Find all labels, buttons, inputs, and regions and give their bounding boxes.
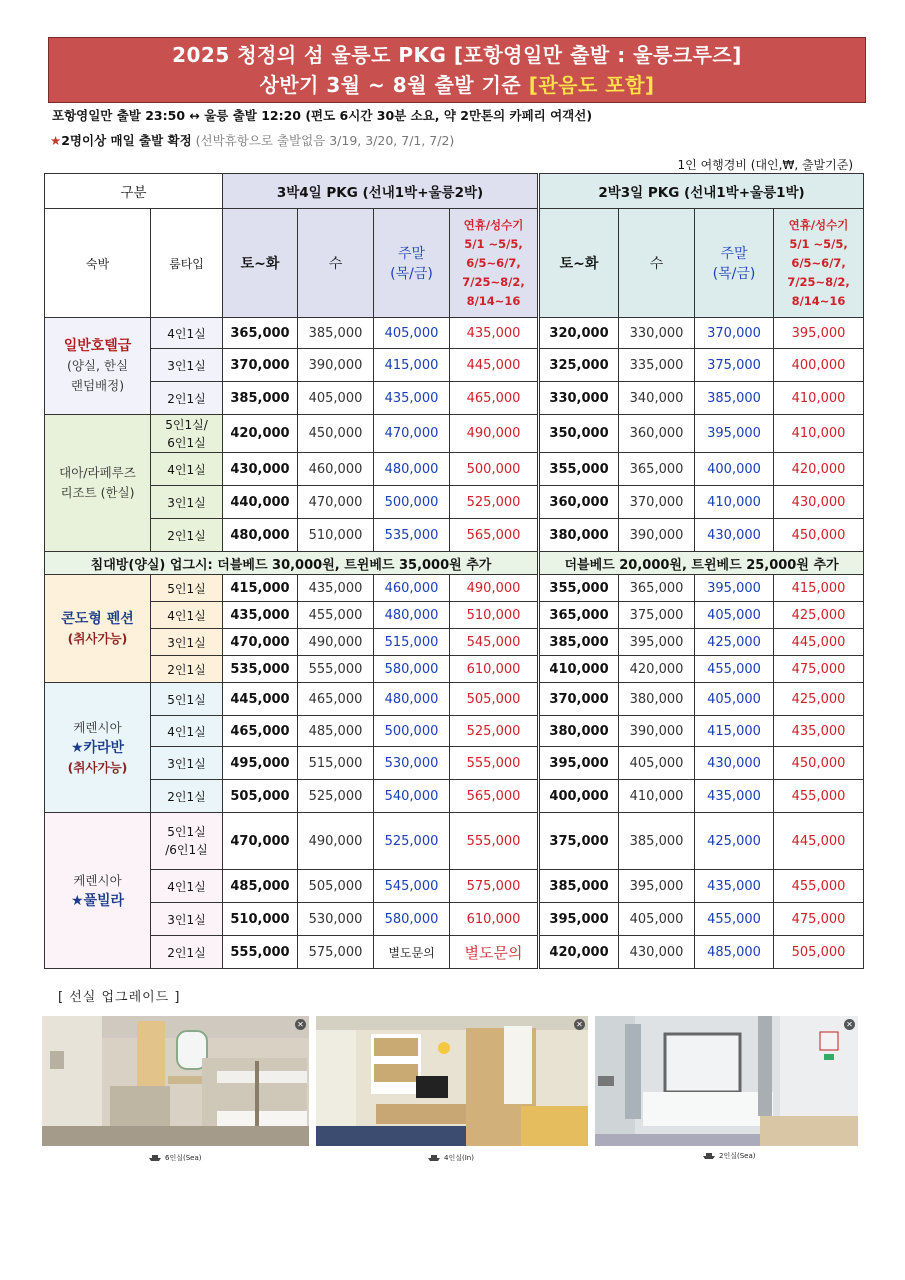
price-2n3d-weekend: 415,000 <box>695 716 774 747</box>
price-2n3d-wed: 390,000 <box>619 519 695 552</box>
price-3n4d-holiday: 545,000 <box>450 629 539 656</box>
accommodation-name-l2: 리조트 (한실) <box>60 485 135 500</box>
price-3n4d-wed: 405,000 <box>298 382 374 415</box>
header-2n3d-holiday-l3: 7/25~8/2, <box>787 274 850 289</box>
price-3n4d-weekend: 500,000 <box>374 716 450 747</box>
price-2n3d-sat-tue: 355,000 <box>539 453 619 486</box>
price-3n4d-wed: 465,000 <box>298 683 374 716</box>
price-2n3d-sat-tue: 400,000 <box>539 780 619 813</box>
cabin-2person-image <box>595 1016 858 1146</box>
price-2n3d-wed: 360,000 <box>619 415 695 453</box>
price-3n4d-holiday: 555,000 <box>450 813 539 870</box>
price-2n3d-wed: 405,000 <box>619 747 695 780</box>
price-3n4d-weekend: 525,000 <box>374 813 450 870</box>
room-type: 3인1실 <box>151 629 223 656</box>
header-3n4d-holiday-l3: 7/25~8/2, <box>462 274 525 289</box>
caption-text: 4인실(In) <box>444 1154 474 1162</box>
price-3n4d-holiday: 505,000 <box>450 683 539 716</box>
close-icon[interactable]: ✕ <box>574 1019 585 1030</box>
accommodation-name-l2: ★풀빌라 <box>70 892 125 909</box>
room-type-l2: 6인1실 <box>167 435 206 450</box>
price-2n3d-sat-tue: 420,000 <box>539 936 619 969</box>
accommodation-name-l1: 케렌시아 <box>73 872 122 888</box>
cabin-photo-4person <box>316 1016 588 1146</box>
room-type: 2인1실 <box>151 519 223 552</box>
price-3n4d-wed: 490,000 <box>298 813 374 870</box>
price-3n4d-holiday: 별도문의 <box>450 936 539 969</box>
price-3n4d-weekend: 500,000 <box>374 486 450 519</box>
cabin-4person-image <box>316 1016 588 1146</box>
price-2n3d-holiday: 400,000 <box>774 349 864 382</box>
price-2n3d-holiday: 425,000 <box>774 602 864 629</box>
accommodation-name <box>45 318 151 415</box>
price-3n4d-wed: 525,000 <box>298 780 374 813</box>
room-type: 2인1실 <box>151 656 223 683</box>
table-row <box>45 716 864 747</box>
cabin-photo-2person <box>595 1016 858 1146</box>
room-type: 2인1실 <box>151 936 223 969</box>
accommodation-name-l3: (취사가능) <box>67 759 128 775</box>
price-2n3d-holiday: 430,000 <box>774 486 864 519</box>
upgrade-note-2n3d: 더블베드 20,000원, 트윈베드 25,000원 추가 <box>539 552 864 575</box>
header-3n4d-weekend-l1: 주말 <box>397 246 426 262</box>
cabin-6person-image <box>42 1016 309 1146</box>
price-3n4d-wed: 575,000 <box>298 936 374 969</box>
table-row <box>45 747 864 780</box>
price-2n3d-sat-tue: 320,000 <box>539 318 619 349</box>
price-3n4d-sat-tue: 415,000 <box>223 575 298 602</box>
accommodation-name <box>45 683 151 813</box>
price-2n3d-wed: 420,000 <box>619 656 695 683</box>
price-2n3d-holiday: 455,000 <box>774 870 864 903</box>
header-category: 구분 <box>45 174 223 209</box>
header-2n3d-sat-tue: 토~화 <box>539 209 619 318</box>
price-2n3d-sat-tue: 395,000 <box>539 747 619 780</box>
title-line2 <box>49 70 865 100</box>
price-2n3d-wed: 390,000 <box>619 716 695 747</box>
accommodation-name <box>45 813 151 969</box>
price-2n3d-sat-tue: 410,000 <box>539 656 619 683</box>
price-2n3d-sat-tue: 325,000 <box>539 349 619 382</box>
price-3n4d-weekend: 480,000 <box>374 453 450 486</box>
price-2n3d-sat-tue: 385,000 <box>539 870 619 903</box>
table-row <box>45 486 864 519</box>
header-3n4d-sat-tue: 토~화 <box>223 209 298 318</box>
price-3n4d-weekend: 480,000 <box>374 602 450 629</box>
price-3n4d-holiday: 555,000 <box>450 747 539 780</box>
price-3n4d-holiday: 500,000 <box>450 453 539 486</box>
price-3n4d-holiday: 525,000 <box>450 486 539 519</box>
price-2n3d-sat-tue: 385,000 <box>539 629 619 656</box>
price-2n3d-holiday: 445,000 <box>774 813 864 870</box>
price-3n4d-wed: 390,000 <box>298 349 374 382</box>
price-2n3d-holiday: 425,000 <box>774 683 864 716</box>
title-line1: 2025 청정의 섬 울릉도 PKG [포항영일만 출발 : 울릉크루즈] <box>172 43 742 67</box>
price-3n4d-holiday: 610,000 <box>450 656 539 683</box>
price-3n4d-wed: 530,000 <box>298 903 374 936</box>
table-row <box>45 453 864 486</box>
price-2n3d-weekend: 410,000 <box>695 486 774 519</box>
accommodation-name-l1: 콘도형 펜션 <box>61 610 134 627</box>
room-type: 5인1실 <box>151 683 223 716</box>
room-type: 4인1실 <box>151 318 223 349</box>
price-2n3d-wed: 430,000 <box>619 936 695 969</box>
price-2n3d-weekend: 370,000 <box>695 318 774 349</box>
price-2n3d-sat-tue: 365,000 <box>539 602 619 629</box>
accommodation-name-l1: 케렌시아 <box>73 719 122 735</box>
room-type: 4인1실 <box>151 716 223 747</box>
price-2n3d-wed: 340,000 <box>619 382 695 415</box>
table-row <box>45 903 864 936</box>
table-row <box>45 683 864 716</box>
table-row <box>45 656 864 683</box>
caption-text: 2인실(Sea) <box>719 1152 756 1160</box>
price-3n4d-weekend: 535,000 <box>374 519 450 552</box>
header-2n3d-holiday-l0: 연휴/성수기 <box>788 217 849 232</box>
price-3n4d-sat-tue: 535,000 <box>223 656 298 683</box>
price-3n4d-wed: 510,000 <box>298 519 374 552</box>
table-row <box>45 870 864 903</box>
price-3n4d-wed: 515,000 <box>298 747 374 780</box>
price-2n3d-wed: 380,000 <box>619 683 695 716</box>
room-type: 4인1실 <box>151 870 223 903</box>
room-type-l1: 5인1실/ <box>165 417 208 432</box>
price-3n4d-sat-tue: 365,000 <box>223 318 298 349</box>
price-3n4d-weekend: 415,000 <box>374 349 450 382</box>
route-info: 포항영일만 출발 23:50 ↔ 울릉 출발 12:20 (편도 6시간 30분 소요, 약 2만톤의 카페리 여객선) <box>52 108 593 123</box>
price-3n4d-weekend: 460,000 <box>374 575 450 602</box>
price-3n4d-wed: 490,000 <box>298 629 374 656</box>
price-2n3d-wed: 385,000 <box>619 813 695 870</box>
price-2n3d-holiday: 415,000 <box>774 575 864 602</box>
price-3n4d-sat-tue: 480,000 <box>223 519 298 552</box>
price-3n4d-holiday: 610,000 <box>450 903 539 936</box>
price-3n4d-wed: 485,000 <box>298 716 374 747</box>
price-3n4d-weekend: 480,000 <box>374 683 450 716</box>
cabin-photo-6person <box>42 1016 309 1146</box>
departure-bold: 2명이상 매일 출발 확정 <box>61 133 192 148</box>
table-row <box>45 780 864 813</box>
price-2n3d-sat-tue: 375,000 <box>539 813 619 870</box>
room-type: 3인1실 <box>151 349 223 382</box>
price-2n3d-holiday: 455,000 <box>774 780 864 813</box>
header-3n4d-wed: 수 <box>298 209 374 318</box>
price-2n3d-holiday: 420,000 <box>774 453 864 486</box>
room-type <box>151 813 223 870</box>
price-3n4d-sat-tue: 420,000 <box>223 415 298 453</box>
price-2n3d-holiday: 450,000 <box>774 519 864 552</box>
price-3n4d-sat-tue: 370,000 <box>223 349 298 382</box>
accommodation-name-l2: ★카라반 <box>70 739 125 756</box>
price-2n3d-holiday: 435,000 <box>774 716 864 747</box>
price-2n3d-holiday: 395,000 <box>774 318 864 349</box>
table-row <box>45 349 864 382</box>
price-3n4d-holiday: 510,000 <box>450 602 539 629</box>
accommodation-name-l2: (취사가능) <box>67 630 128 646</box>
price-3n4d-sat-tue: 470,000 <box>223 813 298 870</box>
departure-note: (선박휴항으로 출발없음 3/19, 3/20, 7/1, 7/2) <box>191 133 455 148</box>
title-highlight: [관음도 포함] <box>528 73 655 97</box>
close-icon[interactable]: ✕ <box>295 1019 306 1030</box>
header-2n3d-wed: 수 <box>619 209 695 318</box>
accommodation-name-l1: 대아/라페루즈 <box>59 465 136 480</box>
table-row <box>45 813 864 870</box>
price-2n3d-holiday: 445,000 <box>774 629 864 656</box>
price-2n3d-holiday: 410,000 <box>774 415 864 453</box>
accommodation-name-l2: (양실, 한실 <box>66 358 129 373</box>
price-2n3d-weekend: 455,000 <box>695 903 774 936</box>
accommodation-name-l1: 일반호텔급 <box>63 338 132 354</box>
price-2n3d-sat-tue: 330,000 <box>539 382 619 415</box>
price-3n4d-holiday: 465,000 <box>450 382 539 415</box>
price-2n3d-sat-tue: 355,000 <box>539 575 619 602</box>
header-2n3d-holiday-l2: 6/5~6/7, <box>791 255 846 270</box>
price-2n3d-wed: 365,000 <box>619 453 695 486</box>
room-type <box>151 415 223 453</box>
price-3n4d-sat-tue: 510,000 <box>223 903 298 936</box>
accommodation-name <box>45 575 151 683</box>
price-2n3d-weekend: 385,000 <box>695 382 774 415</box>
header-pkg-2n3d: 2박3일 PKG (선내1박+울릉1박) <box>539 174 864 209</box>
star-icon: ★ <box>50 133 62 148</box>
table-row <box>45 602 864 629</box>
table-row <box>45 936 864 969</box>
price-2n3d-weekend: 395,000 <box>695 575 774 602</box>
header-2n3d-holiday-l1: 5/1 ~5/5, <box>789 236 848 251</box>
room-type: 4인1실 <box>151 602 223 629</box>
caption-2person <box>702 1151 755 1161</box>
room-type: 3인1실 <box>151 903 223 936</box>
price-3n4d-sat-tue: 505,000 <box>223 780 298 813</box>
header-2n3d-weekend-l2: (목/금) <box>712 266 756 282</box>
price-3n4d-holiday: 565,000 <box>450 519 539 552</box>
caption-text: 6인실(Sea) <box>165 1154 202 1162</box>
header-3n4d-weekend-l2: (목/금) <box>390 266 433 282</box>
price-2n3d-wed: 395,000 <box>619 629 695 656</box>
header-room-type: 룸타입 <box>151 209 223 318</box>
price-2n3d-weekend: 400,000 <box>695 453 774 486</box>
price-3n4d-weekend: 515,000 <box>374 629 450 656</box>
upgrade-note-3n4d: 침대방(양실) 업그시: 더블베드 30,000원, 트윈베드 35,000원 추가 <box>45 552 539 575</box>
price-3n4d-wed: 555,000 <box>298 656 374 683</box>
header-2n3d-weekend <box>695 209 774 318</box>
price-3n4d-weekend: 580,000 <box>374 656 450 683</box>
price-2n3d-wed: 410,000 <box>619 780 695 813</box>
caption-4person <box>427 1153 474 1163</box>
price-3n4d-sat-tue: 485,000 <box>223 870 298 903</box>
room-type-l1: 5인1실 <box>167 825 206 839</box>
price-3n4d-weekend: 470,000 <box>374 415 450 453</box>
price-2n3d-wed: 405,000 <box>619 903 695 936</box>
price-3n4d-sat-tue: 495,000 <box>223 747 298 780</box>
room-type: 5인1실 <box>151 575 223 602</box>
price-3n4d-wed: 505,000 <box>298 870 374 903</box>
price-3n4d-weekend: 405,000 <box>374 318 450 349</box>
cabin-upgrade-title: [ 선실 업그레이드 ] <box>58 990 181 1005</box>
price-2n3d-sat-tue: 350,000 <box>539 415 619 453</box>
price-2n3d-weekend: 405,000 <box>695 683 774 716</box>
header-2n3d-holiday <box>774 209 864 318</box>
price-3n4d-holiday: 445,000 <box>450 349 539 382</box>
price-2n3d-weekend: 430,000 <box>695 747 774 780</box>
table-row <box>45 519 864 552</box>
price-2n3d-weekend: 455,000 <box>695 656 774 683</box>
table-row <box>45 415 864 453</box>
title-banner <box>48 37 866 103</box>
price-2n3d-holiday: 475,000 <box>774 903 864 936</box>
price-3n4d-sat-tue: 465,000 <box>223 716 298 747</box>
header-3n4d-holiday-l4: 8/14~16 <box>466 293 521 308</box>
price-2n3d-wed: 395,000 <box>619 870 695 903</box>
price-2n3d-holiday: 505,000 <box>774 936 864 969</box>
price-3n4d-wed: 460,000 <box>298 453 374 486</box>
price-2n3d-wed: 370,000 <box>619 486 695 519</box>
price-3n4d-sat-tue: 385,000 <box>223 382 298 415</box>
price-3n4d-sat-tue: 440,000 <box>223 486 298 519</box>
price-2n3d-sat-tue: 360,000 <box>539 486 619 519</box>
price-2n3d-holiday: 475,000 <box>774 656 864 683</box>
price-3n4d-weekend: 530,000 <box>374 747 450 780</box>
price-2n3d-weekend: 435,000 <box>695 780 774 813</box>
price-2n3d-weekend: 430,000 <box>695 519 774 552</box>
price-3n4d-weekend: 별도문의 <box>374 936 450 969</box>
price-3n4d-holiday: 490,000 <box>450 415 539 453</box>
ship-icon <box>702 1153 716 1160</box>
price-3n4d-holiday: 525,000 <box>450 716 539 747</box>
price-2n3d-sat-tue: 370,000 <box>539 683 619 716</box>
price-2n3d-wed: 330,000 <box>619 318 695 349</box>
price-2n3d-sat-tue: 380,000 <box>539 519 619 552</box>
price-3n4d-weekend: 435,000 <box>374 382 450 415</box>
table-row <box>45 382 864 415</box>
price-table <box>44 173 864 969</box>
price-3n4d-holiday: 565,000 <box>450 780 539 813</box>
room-type-l2: /6인1실 <box>165 843 208 857</box>
price-3n4d-wed: 450,000 <box>298 415 374 453</box>
close-icon[interactable]: ✕ <box>844 1019 855 1030</box>
price-2n3d-weekend: 405,000 <box>695 602 774 629</box>
table-row <box>45 575 864 602</box>
price-3n4d-holiday: 575,000 <box>450 870 539 903</box>
price-2n3d-wed: 375,000 <box>619 602 695 629</box>
price-3n4d-weekend: 545,000 <box>374 870 450 903</box>
room-type: 2인1실 <box>151 382 223 415</box>
header-3n4d-holiday-l2: 6/5~6/7, <box>466 255 521 270</box>
header-3n4d-holiday-l1: 5/1 ~5/5, <box>464 236 523 251</box>
price-2n3d-sat-tue: 395,000 <box>539 903 619 936</box>
price-note: 1인 여행경비 (대인,₩, 출발기준) <box>677 158 853 172</box>
ship-icon <box>427 1155 441 1162</box>
price-2n3d-weekend: 425,000 <box>695 813 774 870</box>
price-2n3d-weekend: 395,000 <box>695 415 774 453</box>
price-3n4d-holiday: 435,000 <box>450 318 539 349</box>
price-2n3d-weekend: 435,000 <box>695 870 774 903</box>
price-3n4d-wed: 435,000 <box>298 575 374 602</box>
header-3n4d-holiday-l0: 연휴/성수기 <box>463 217 524 232</box>
header-pkg-3n4d: 3박4일 PKG (선내1박+울릉2박) <box>223 174 539 209</box>
room-type: 2인1실 <box>151 780 223 813</box>
header-2n3d-holiday-l4: 8/14~16 <box>791 293 846 308</box>
price-2n3d-holiday: 410,000 <box>774 382 864 415</box>
price-3n4d-weekend: 580,000 <box>374 903 450 936</box>
price-3n4d-wed: 385,000 <box>298 318 374 349</box>
departure-info <box>50 131 454 149</box>
price-2n3d-weekend: 425,000 <box>695 629 774 656</box>
room-type: 4인1실 <box>151 453 223 486</box>
price-3n4d-weekend: 540,000 <box>374 780 450 813</box>
accommodation-name <box>45 415 151 552</box>
table-row <box>45 629 864 656</box>
accommodation-name-l3: 랜덤배정) <box>70 378 125 393</box>
price-3n4d-sat-tue: 555,000 <box>223 936 298 969</box>
price-3n4d-sat-tue: 445,000 <box>223 683 298 716</box>
price-3n4d-holiday: 490,000 <box>450 575 539 602</box>
price-3n4d-wed: 455,000 <box>298 602 374 629</box>
price-2n3d-weekend: 375,000 <box>695 349 774 382</box>
price-2n3d-wed: 365,000 <box>619 575 695 602</box>
room-type: 3인1실 <box>151 747 223 780</box>
price-2n3d-sat-tue: 380,000 <box>539 716 619 747</box>
table-row <box>45 318 864 349</box>
price-3n4d-sat-tue: 435,000 <box>223 602 298 629</box>
upgrade-row <box>45 552 864 575</box>
header-2n3d-weekend-l1: 주말 <box>720 246 748 262</box>
price-3n4d-sat-tue: 430,000 <box>223 453 298 486</box>
title-line2-prefix: 상반기 3월 ~ 8월 출발 기준 <box>259 73 529 97</box>
caption-6person <box>148 1153 201 1163</box>
price-2n3d-wed: 335,000 <box>619 349 695 382</box>
room-type: 3인1실 <box>151 486 223 519</box>
ship-icon <box>148 1155 162 1162</box>
price-3n4d-sat-tue: 470,000 <box>223 629 298 656</box>
price-2n3d-holiday: 450,000 <box>774 747 864 780</box>
price-2n3d-weekend: 485,000 <box>695 936 774 969</box>
header-stay: 숙박 <box>45 209 151 318</box>
price-3n4d-wed: 470,000 <box>298 486 374 519</box>
header-3n4d-holiday <box>450 209 539 318</box>
header-3n4d-weekend <box>374 209 450 318</box>
